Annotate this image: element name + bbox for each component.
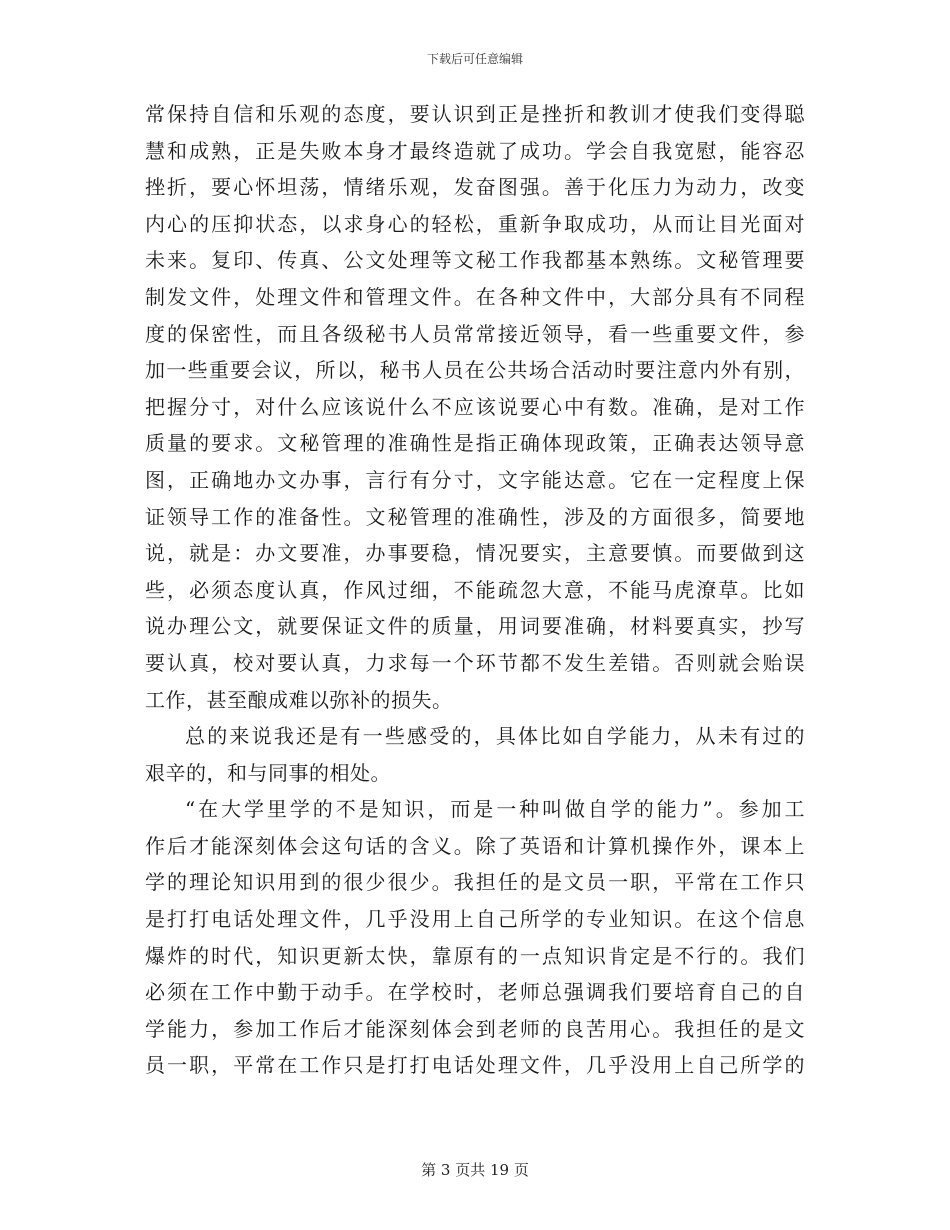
text-line: 挫折，要心怀坦荡，情绪乐观，发奋图强。善于化压力为动力，改变 — [145, 175, 805, 200]
text-line: 把握分寸，对什么应该说什么不应该说要心中有数。准确，是对工作 — [145, 394, 805, 419]
text-line: 内心的压抑状态，以求身心的轻松，重新争取成功，从而让目光面对 — [145, 211, 805, 236]
text-line: 加一些重要会议，所以，秘书人员在公共场合活动时要注意内外有别， — [145, 358, 805, 383]
text-line: 工作，甚至酿成难以弥补的损失。 — [145, 687, 453, 712]
text-line: 艰辛的，和与同事的相处。 — [145, 760, 391, 785]
text-line: 必须在工作中勤于动手。在学校时，老师总强调我们要培育自己的自 — [145, 980, 805, 1005]
paragraph — [145, 718, 805, 791]
text-line: 质量的要求。文秘管理的准确性是指正确体现政策，正确表达领导意 — [145, 431, 805, 456]
page-footer: 第 3 页共 19 页 — [421, 1161, 529, 1179]
text-line: 常保持自信和乐观的态度，要认识到正是挫折和教训才使我们变得聪 — [145, 102, 805, 126]
text-line: “在大学里学的不是知识，而是一种叫做自学的能力”。参加工 — [185, 797, 805, 822]
text-line: 作后才能深刻体会这句话的含义。除了英语和计算机操作外，课本上 — [145, 833, 805, 858]
text-line: 学的理论知识用到的很少很少。我担任的是文员一职，平常在工作只 — [145, 870, 805, 895]
text-line: 员一职，平常在工作只是打打电话处理文件，几乎没用上自己所学的 — [145, 1053, 805, 1078]
document-body — [145, 96, 805, 1084]
text-line: 爆炸的时代，知识更新太快，靠原有的一点知识肯定是不行的。我们 — [145, 943, 805, 968]
text-line: 些，必须态度认真，作风过细，不能疏忽大意，不能马虎潦草。比如 — [145, 577, 805, 602]
text-line: 是打打电话处理文件，几乎没用上自己所学的专业知识。在这个信息 — [145, 907, 805, 932]
text-line: 证领导工作的准备性。文秘管理的准确性，涉及的方面很多，简要地 — [145, 504, 805, 529]
text-line: 未来。复印、传真、公文处理等文秘工作我都基本熟练。文秘管理要 — [145, 248, 805, 273]
text-line: 说办理公文，就要保证文件的质量，用词要准确，材料要真实，抄写 — [145, 614, 805, 639]
text-line: 说，就是：办文要准，办事要稳，情况要实，主意要慎。而要做到这 — [145, 541, 805, 566]
text-line: 总的来说我还是有一些感受的，具体比如自学能力，从未有过的 — [185, 724, 805, 749]
text-line: 度的保密性，而且各级秘书人员常常接近领导，看一些重要文件，参 — [145, 321, 805, 346]
text-line: 慧和成熟，正是失败本身才最终造就了成功。学会自我宽慰，能容忍 — [145, 138, 805, 163]
paragraph — [145, 791, 805, 1084]
page-header: 下载后可任意编辑 — [426, 52, 523, 66]
text-line: 学能力，参加工作后才能深刻体会到老师的良苦用心。我担任的是文 — [145, 1016, 805, 1041]
text-line: 制发文件，处理文件和管理文件。在各种文件中，大部分具有不同程 — [145, 284, 805, 309]
paragraph — [145, 96, 805, 718]
text-line: 要认真，校对要认真，力求每一个环节都不发生差错。否则就会贻误 — [145, 650, 805, 675]
text-line: 图，正确地办文办事，言行有分寸，文字能达意。它在一定程度上保 — [145, 467, 805, 492]
